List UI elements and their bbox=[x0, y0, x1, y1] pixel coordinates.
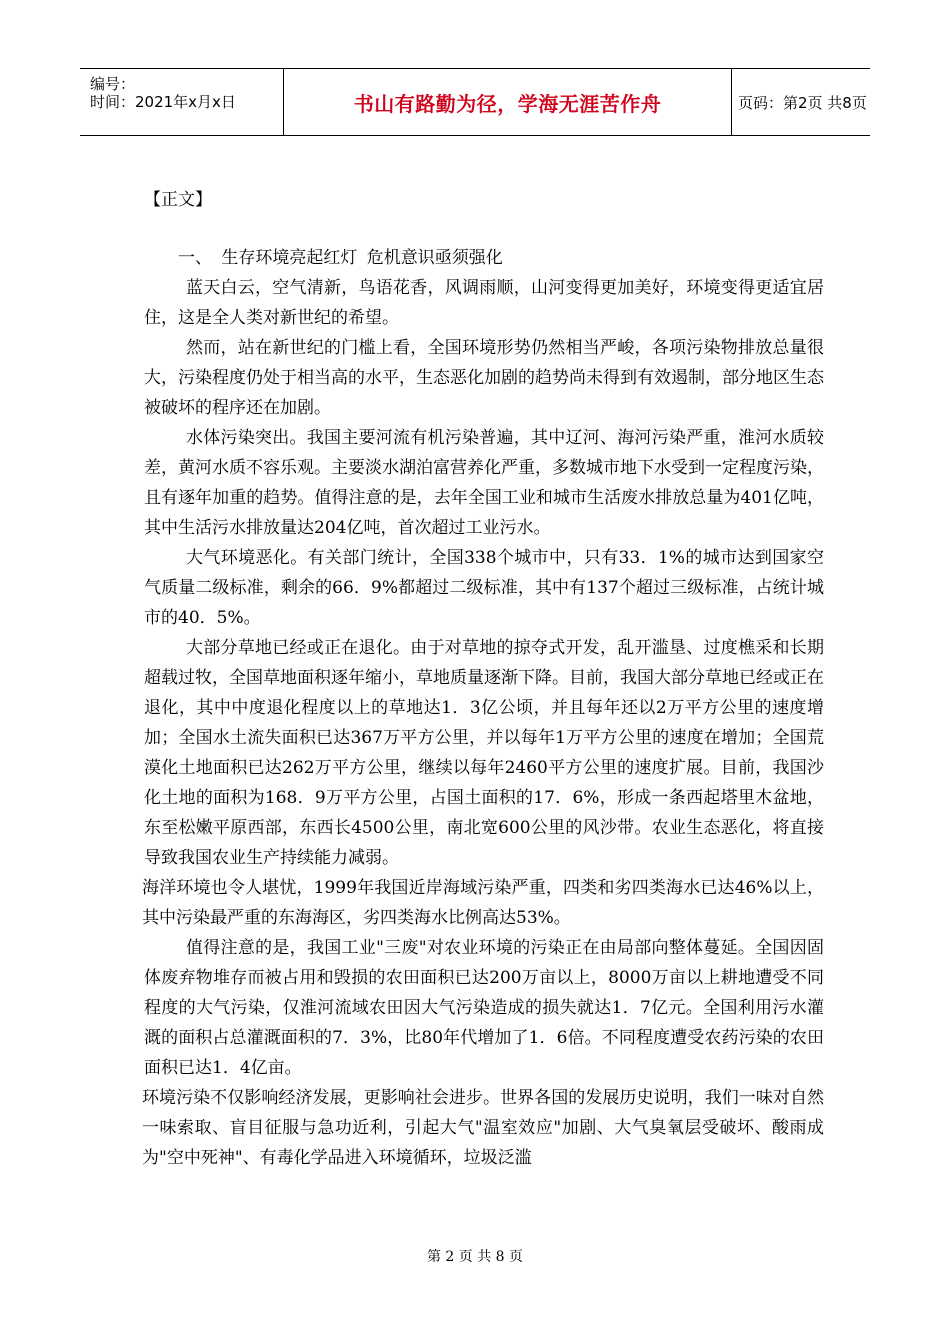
paragraph: 水体污染突出。我国主要河流有机污染普遍，其中辽河、海河污染严重，淮河水质较差，黄河水质不容乐观。主要淡水湖泊富营养化严重，多数城市地下水受到一定程度污染，且有逐年加重的趋势。值得注意的是，去年全国工业和城市生活废水排放总量为401亿吨，其中生活污水排放量达204亿吨，首次超过工业污水。 bbox=[144, 428, 824, 538]
paragraph: 环境污染不仅影响经济发展，更影响社会进步。世界各国的发展历史说明，我们一味对自然一味索取、盲目征服与急功近利，引起大气"温室效应"加剧、大气臭氧层受破坏、酸雨成为"空中死神"、有毒化学品进入环境循环，垃圾泛滥 bbox=[142, 1088, 824, 1168]
header-page-code: 页码：第2页 共8页 bbox=[738, 93, 867, 112]
paragraph: 值得注意的是，我国工业"三废"对农业环境的污染正在由局部向整体蔓延。全国因固体废弃物堆存而被占用和毁损的农田面积已达200万亩以上，8000万亩以上耕地遭受不同程度的大气污染，仅淮河流域农田因大气污染造成的损失就达1．7亿元。全国利用污水灌溉的面积占总灌溉面积的7．3%，比80年代增加了1．6倍。不同程度遭受农药污染的农田面积已达1．4亿亩。 bbox=[144, 938, 824, 1078]
header-page-code-cell bbox=[732, 69, 870, 135]
paragraph: 海洋环境也令人堪忧，1999年我国近岸海域污染严重，四类和劣四类海水已达46%以上，其中污染最严重的东海海区，劣四类海水比例高达53%。 bbox=[142, 878, 824, 928]
page-footer bbox=[0, 1246, 950, 1266]
paragraph: 蓝天白云，空气清新，鸟语花香，风调雨顺，山河变得更加美好，环境变得更适宜居住，这是全人类对新世纪的希望。 bbox=[144, 278, 824, 328]
document-time-label: 时间：2021年x月x日 bbox=[90, 93, 236, 111]
paragraph: 大气环境恶化。有关部门统计，全国338个城市中，只有33．1%的城市达到国家空气质量二级标准，剩余的66．9%都超过二级标准，其中有137个超过三级标准，占统计城市的40．5%。 bbox=[144, 548, 824, 628]
page-header bbox=[80, 68, 870, 136]
header-motto: 书山有路勤为径，学海无涯苦作舟 bbox=[353, 91, 662, 116]
header-meta bbox=[80, 69, 284, 135]
section-title: 一、 生存环境亮起红灯 危机意识亟须强化 bbox=[178, 248, 503, 268]
footer-page-number: 第 2 页 共 8 页 bbox=[426, 1249, 524, 1265]
paragraph: 大部分草地已经或正在退化。由于对草地的掠夺式开发，乱开滥垦、过度樵采和长期超载过牧，全国草地面积逐年缩小，草地质量逐渐下降。目前，我国大部分草地已经或正在退化，其中中度退化程度以上的草地达1．3亿公顷，并且每年还以2万平方公里的速度增加；全国水土流失面积已达367万平方公里，并以每年1万平方公里的速度在增加；全国荒漠化土地面积已达262万平方公里，继续以每年2460平方公里的速度扩展。目前，我国沙化土地的面积为168．9万平方公里，占国土面积的17．6%，形成一条西起塔里木盆地，东至松嫩平原西部，东西长4500公里，南北宽600公里的风沙带。农业生态恶化，将直接导致我国农业生产持续能力减弱。 bbox=[144, 638, 824, 868]
paragraph: 然而，站在新世纪的门槛上看，全国环境形势仍然相当严峻，各项污染物排放总量很大，污染程度仍处于相当高的水平，生态恶化加剧的趋势尚未得到有效遏制，部分地区生态被破坏的程序还在加剧。 bbox=[144, 338, 824, 418]
document-body bbox=[144, 185, 824, 1173]
document-number-label: 编号： bbox=[90, 75, 136, 93]
header-motto-cell bbox=[284, 69, 732, 135]
body-heading: 【正文】 bbox=[144, 190, 212, 210]
